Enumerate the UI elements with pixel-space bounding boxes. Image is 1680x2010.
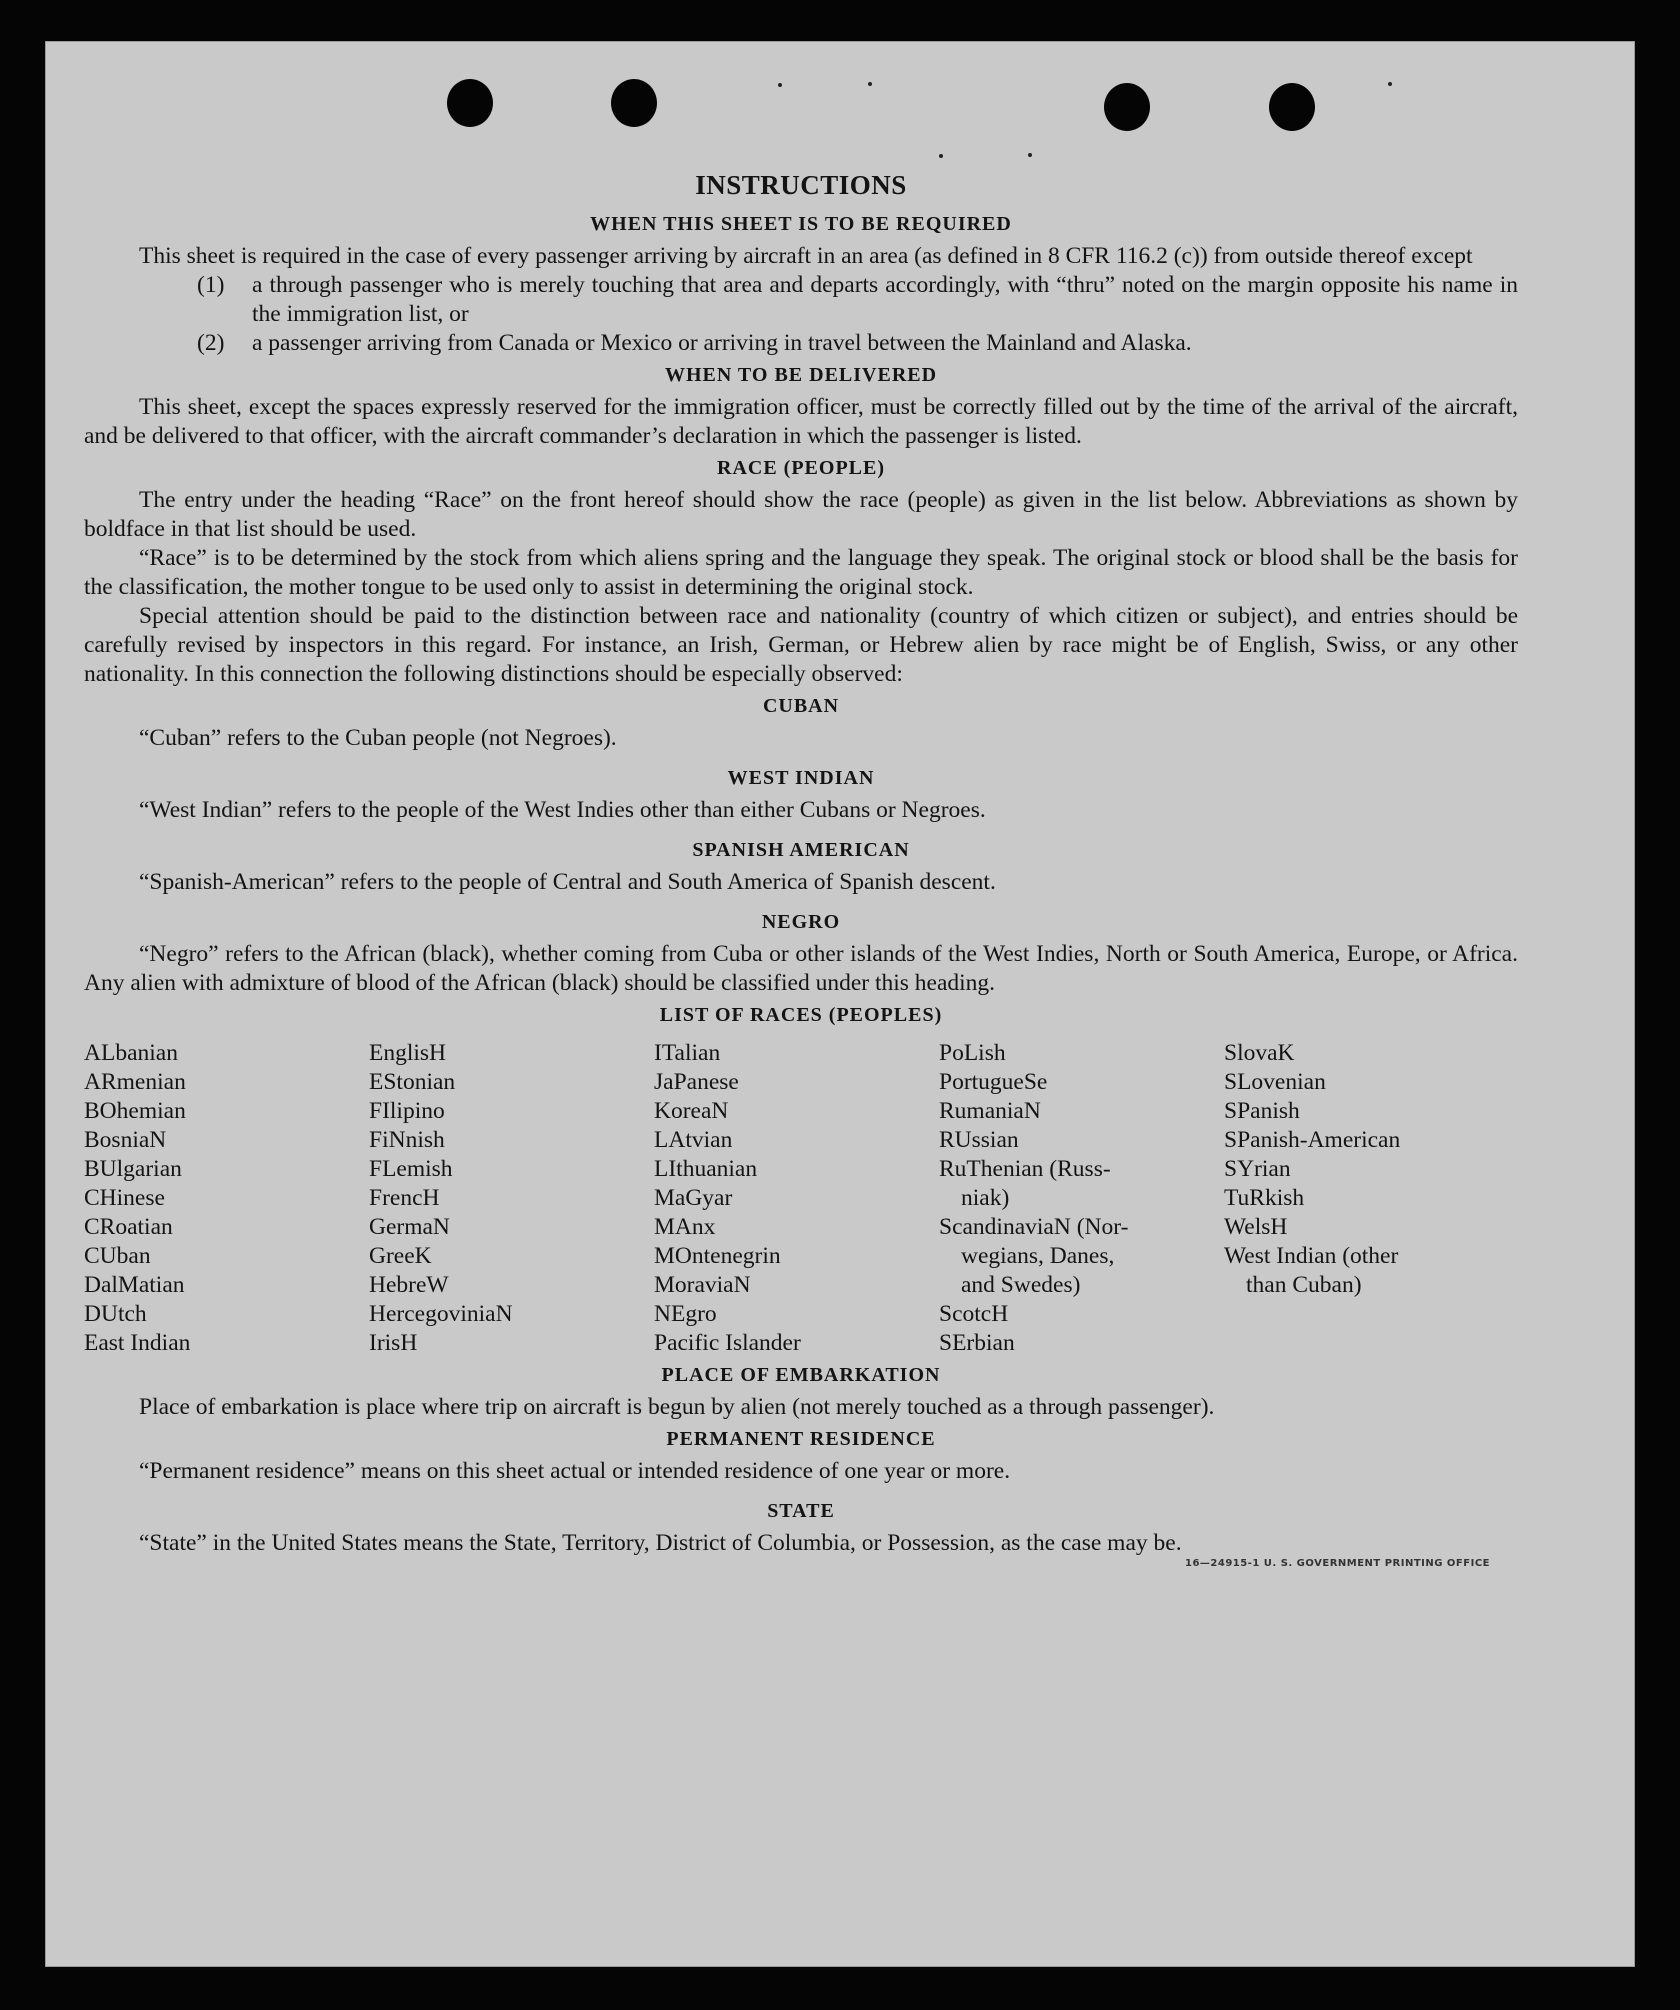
race-entry: SLovenian bbox=[1224, 1069, 1326, 1095]
para-race-2: “Race” is to be determined by the stock from which aliens spring and the language they speak. The original stock or blood shall be the basis for the classification, the mother tongue to be used only to assist in determining the original stock. bbox=[84, 545, 1518, 600]
speck bbox=[1028, 153, 1032, 157]
race-entry: PortugueSe bbox=[939, 1069, 1048, 1095]
races-column-1 bbox=[84, 1039, 369, 1358]
punch-hole bbox=[611, 79, 657, 127]
race-entry: SPanish bbox=[1224, 1098, 1300, 1124]
page-title: INSTRUCTIONS bbox=[695, 170, 907, 200]
heading-cuban: CUBAN bbox=[762, 695, 840, 717]
exception-item bbox=[84, 271, 1518, 329]
item-number: (1) bbox=[197, 272, 225, 298]
punch-hole bbox=[1269, 83, 1315, 131]
para-race-3: Special attention should be paid to the distinction between race and nationality (country of which citizen or subject), and entries should be carefully revised by inspectors in this regard. For instance, an Irish, German, or Hebrew alien by race might be of English, Swiss, or any other nationality. In this connection the following distinctions should be especially observed: bbox=[84, 603, 1518, 687]
heading-west-indian: WEST INDIAN bbox=[727, 767, 875, 789]
printing-office-stamp: 16—24915-1 U. S. GOVERNMENT PRINTING OFFICE bbox=[1185, 1558, 1490, 1569]
race-entry: DUtch bbox=[84, 1301, 147, 1327]
race-entry: FrencH bbox=[369, 1185, 440, 1211]
para-state: “State” in the United States means the State, Territory, District of Columbia, or Possession, as the case may be. bbox=[139, 1530, 1182, 1556]
punch-hole bbox=[1104, 83, 1150, 131]
item-text: a through passenger who is merely touching that area and departs accordingly, with “thru” noted on the margin opposite his name in the immigration list, or bbox=[252, 272, 1518, 327]
race-entry: EnglisH bbox=[369, 1040, 447, 1066]
race-entry: GermaN bbox=[369, 1214, 450, 1240]
race-entry: ARmenian bbox=[84, 1069, 186, 1095]
race-entry: FiNnish bbox=[369, 1127, 445, 1153]
race-entry-continued: and Swedes) bbox=[961, 1272, 1081, 1298]
heading-list-of-races: LIST OF RACES (PEOPLES) bbox=[659, 1004, 943, 1026]
race-entry: IrisH bbox=[369, 1330, 418, 1356]
speck bbox=[868, 82, 872, 86]
heading-permanent-residence: PERMANENT RESIDENCE bbox=[666, 1428, 936, 1450]
para-when-delivered: This sheet, except the spaces expressly reserved for the immigration officer, must be correctly filled out by the time of the arrival of the aircraft, and be delivered to that officer, with the aircraft commander’s declaration in which the passenger is listed. bbox=[84, 394, 1518, 449]
para-when-required: This sheet is required in the case of every passenger arriving by aircraft in an area (as defined in 8 CFR 116.2 (c)) from outside thereof except bbox=[139, 243, 1473, 269]
race-entry: GreeK bbox=[369, 1243, 432, 1269]
race-entry-continued: wegians, Danes, bbox=[961, 1243, 1115, 1269]
race-entry: ALbanian bbox=[84, 1040, 178, 1066]
race-entry: LAtvian bbox=[654, 1127, 733, 1153]
race-entry: West Indian (other bbox=[1224, 1243, 1399, 1269]
item-number: (2) bbox=[197, 330, 225, 356]
race-entry: Pacific Islander bbox=[654, 1330, 801, 1356]
races-column-2 bbox=[369, 1039, 654, 1358]
race-entry: MAnx bbox=[654, 1214, 716, 1240]
race-entry: PoLish bbox=[939, 1040, 1006, 1066]
punch-hole bbox=[447, 79, 493, 127]
race-entry: RumaniaN bbox=[939, 1098, 1041, 1124]
races-column-5 bbox=[1224, 1039, 1494, 1358]
race-entry: MoraviaN bbox=[654, 1272, 751, 1298]
heading-spanish-american: SPANISH AMERICAN bbox=[692, 839, 910, 861]
race-entry: NEgro bbox=[654, 1301, 717, 1327]
race-entry: EStonian bbox=[369, 1069, 456, 1095]
races-list bbox=[84, 1039, 1518, 1358]
speck bbox=[939, 154, 943, 158]
race-entry: DalMatian bbox=[84, 1272, 185, 1298]
heading-race: RACE (PEOPLE) bbox=[717, 457, 885, 479]
item-text: a passenger arriving from Canada or Mexico or arriving in travel between the Mainland and Alaska. bbox=[252, 330, 1192, 356]
race-entry-continued: niak) bbox=[961, 1185, 1010, 1211]
race-entry: CRoatian bbox=[84, 1214, 173, 1240]
race-entry: East Indian bbox=[84, 1330, 191, 1356]
race-entry: SErbian bbox=[939, 1330, 1015, 1356]
race-entry: SYrian bbox=[1224, 1156, 1291, 1182]
race-entry: ScotcH bbox=[939, 1301, 1009, 1327]
heading-when-delivered: WHEN TO BE DELIVERED bbox=[664, 364, 938, 386]
race-entry: BOhemian bbox=[84, 1098, 186, 1124]
heading-negro: NEGRO bbox=[761, 911, 841, 933]
para-permanent-residence: “Permanent residence” means on this sheet actual or intended residence of one year or more. bbox=[139, 1458, 1011, 1484]
exception-item bbox=[84, 329, 1518, 358]
heading-state: STATE bbox=[767, 1500, 835, 1522]
race-entry: MaGyar bbox=[654, 1185, 733, 1211]
race-entry: FIlipino bbox=[369, 1098, 445, 1124]
race-entry: CUban bbox=[84, 1243, 151, 1269]
instructions-content bbox=[84, 170, 1518, 1573]
speck bbox=[1388, 82, 1392, 86]
para-west-indian: “West Indian” refers to the people of the West Indies other than either Cubans or Negroes. bbox=[139, 797, 986, 823]
para-race-1: The entry under the heading “Race” on the front hereof should show the race (people) as given in the list below. Abbreviations as shown by boldface in that list should be used. bbox=[84, 487, 1518, 542]
race-entry-continued: than Cuban) bbox=[1246, 1272, 1362, 1298]
race-entry: HercegoviniaN bbox=[369, 1301, 513, 1327]
heading-place-of-embarkation: PLACE OF EMBARKATION bbox=[661, 1364, 941, 1386]
race-entry: TuRkish bbox=[1224, 1185, 1305, 1211]
para-place-of-embarkation: Place of embarkation is place where trip on aircraft is begun by alien (not merely touched as a through passenger). bbox=[139, 1394, 1215, 1420]
race-entry: JaPanese bbox=[654, 1069, 739, 1095]
races-column-4 bbox=[939, 1039, 1224, 1358]
race-entry: BosniaN bbox=[84, 1127, 167, 1153]
races-column-3 bbox=[654, 1039, 939, 1358]
speck bbox=[778, 83, 782, 87]
race-entry: ITalian bbox=[654, 1040, 721, 1066]
race-entry: CHinese bbox=[84, 1185, 165, 1211]
race-entry: KoreaN bbox=[654, 1098, 729, 1124]
race-entry: ScandinaviaN (Nor- bbox=[939, 1214, 1129, 1240]
race-entry: SlovaK bbox=[1224, 1040, 1295, 1066]
para-spanish-american: “Spanish-American” refers to the people of Central and South America of Spanish descent. bbox=[139, 869, 996, 895]
heading-when-required: WHEN THIS SHEET IS TO BE REQUIRED bbox=[590, 213, 1012, 235]
race-entry: SPanish-American bbox=[1224, 1127, 1401, 1153]
race-entry: BUlgarian bbox=[84, 1156, 182, 1182]
race-entry: WelsH bbox=[1224, 1214, 1288, 1240]
race-entry: HebreW bbox=[369, 1272, 449, 1298]
para-negro: “Negro” refers to the African (black), whether coming from Cuba or other islands of the West Indies, North or South America, Europe, or Africa. Any alien with admixture of blood of the African (black) should be classified under this heading. bbox=[84, 941, 1518, 996]
race-entry: MOntenegrin bbox=[654, 1243, 781, 1269]
footer bbox=[84, 1558, 1518, 1573]
document-sheet bbox=[45, 41, 1635, 1967]
race-entry: RuThenian (Russ- bbox=[939, 1156, 1111, 1182]
race-entry: RUssian bbox=[939, 1127, 1019, 1153]
race-entry: FLemish bbox=[369, 1156, 453, 1182]
race-entry: LIthuanian bbox=[654, 1156, 758, 1182]
para-cuban: “Cuban” refers to the Cuban people (not Negroes). bbox=[139, 725, 617, 751]
